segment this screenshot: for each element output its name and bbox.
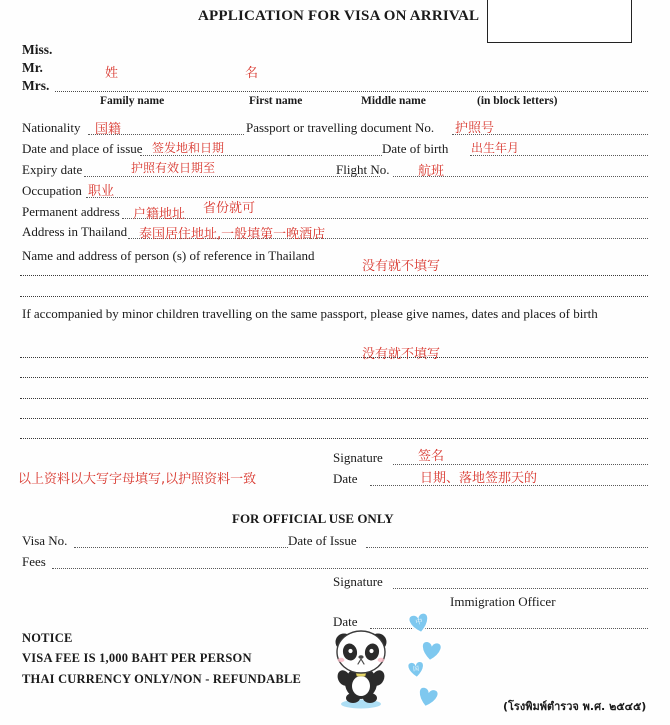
dob-leader-line (288, 154, 382, 156)
label-permanent-address: Permanent address (22, 204, 120, 219)
annotation-flight: 航班 (418, 164, 445, 179)
annotation-passport-no: 护照号 (455, 121, 495, 136)
annotation-issue-place-date: 签发地和日期 (152, 141, 225, 155)
label-fees: Fees (22, 554, 46, 569)
label-officer-signature: Signature (333, 574, 383, 589)
label-officer-date: Date (333, 614, 358, 629)
name-input-line[interactable] (55, 90, 648, 92)
blank-line-3[interactable] (20, 398, 648, 399)
heart-4 (416, 686, 440, 709)
column-header-family-name: Family name (100, 95, 165, 107)
label-immigration-officer: Immigration Officer (450, 594, 556, 609)
notice-heading: NOTICE (22, 631, 73, 645)
notice-line-2: THAI CURRENCY ONLY/NON - REFUNDABLE (22, 672, 302, 686)
label-expiry-date: Expiry date (22, 162, 83, 177)
label-applicant-signature: Signature (333, 450, 383, 465)
annotation-permanent-address-note: 省份就可 (203, 201, 256, 216)
blank-line-1[interactable] (20, 357, 648, 358)
annotation-nationality: 国籍 (95, 122, 122, 137)
occupation-input-line[interactable] (86, 196, 648, 198)
column-header-first-name: First name (249, 95, 303, 107)
blank-line-2[interactable] (20, 377, 648, 378)
annotation-birth-date: 出生年月 (471, 141, 520, 155)
fees-input-line[interactable] (52, 567, 648, 569)
date-of-issue-input-line[interactable] (366, 546, 648, 548)
salutation-mr: Mr. (22, 60, 43, 75)
annotation-expiry: 护照有效日期至 (131, 161, 216, 175)
panda-with-hearts-sticker (325, 612, 465, 710)
column-header-block-letters: (in block letters) (477, 95, 558, 107)
official-use-heading: FOR OFFICIAL USE ONLY (232, 511, 394, 526)
label-date-of-issue: Date of Issue (288, 533, 357, 548)
thai-printer-footer: (โรงพิมพ์ตำรวจ พ.ศ. ๒๕๔๕) (503, 700, 647, 713)
label-reference-person: Name and address of person (s) of reference in Thailand (22, 248, 315, 263)
label-applicant-date: Date (333, 471, 358, 486)
svg-text:中: 中 (414, 617, 424, 627)
permanent-address-input-line[interactable] (122, 217, 648, 219)
visa-no-input-line[interactable] (74, 546, 288, 548)
notice-line-1: VISA FEE IS 1,000 BAHT PER PERSON (22, 651, 252, 665)
officer-signature-input-line[interactable] (393, 587, 648, 589)
heart-2 (420, 641, 442, 663)
annotation-first-name: 名 (245, 66, 259, 81)
label-flight-no: Flight No. (336, 162, 390, 177)
annotation-permanent-address: 户籍地址 (133, 207, 186, 222)
label-address-thailand: Address in Thailand (22, 224, 128, 239)
salutation-miss: Miss. (22, 42, 53, 57)
label-date-place-issue: Date and place of issue (22, 141, 143, 156)
salutation-mrs: Mrs. (22, 78, 50, 93)
heart-1 (408, 612, 431, 635)
heart-3 (407, 661, 425, 679)
label-occupation: Occupation (22, 183, 82, 198)
annotation-uppercase-note: 以上资料以大写字母填写,以护照资料一致 (18, 472, 257, 487)
label-minor-children: If accompanied by minor children travelling on the same passport, please give names, dates and places of birth (22, 306, 598, 321)
page-title: APPLICATION FOR VISA ON ARRIVAL (198, 8, 480, 24)
label-visa-no: Visa No. (22, 533, 68, 548)
column-header-middle-name: Middle name (361, 95, 426, 107)
blank-line-5[interactable] (20, 438, 648, 439)
blank-line-4[interactable] (20, 418, 648, 419)
label-passport-no: Passport or travelling document No. (246, 120, 435, 135)
annotation-children-none: 没有就不填写 (362, 347, 441, 362)
photo-box[interactable] (487, 0, 632, 43)
annotation-reference-none: 没有就不填写 (362, 259, 441, 274)
annotation-signature: 签名 (418, 449, 445, 464)
annotation-date: 日期、落地签那天的 (420, 471, 538, 486)
annotation-thailand-address: 泰国居住地址,一般填第一晚酒店 (139, 227, 326, 242)
annotation-family-name: 姓 (105, 66, 119, 81)
reference-line-1[interactable] (20, 275, 648, 276)
annotation-occupation: 职业 (88, 184, 115, 199)
reference-line-2[interactable] (20, 296, 648, 297)
label-date-of-birth: Date of birth (382, 141, 449, 156)
svg-text:国: 国 (412, 665, 420, 673)
label-nationality: Nationality (22, 120, 81, 135)
